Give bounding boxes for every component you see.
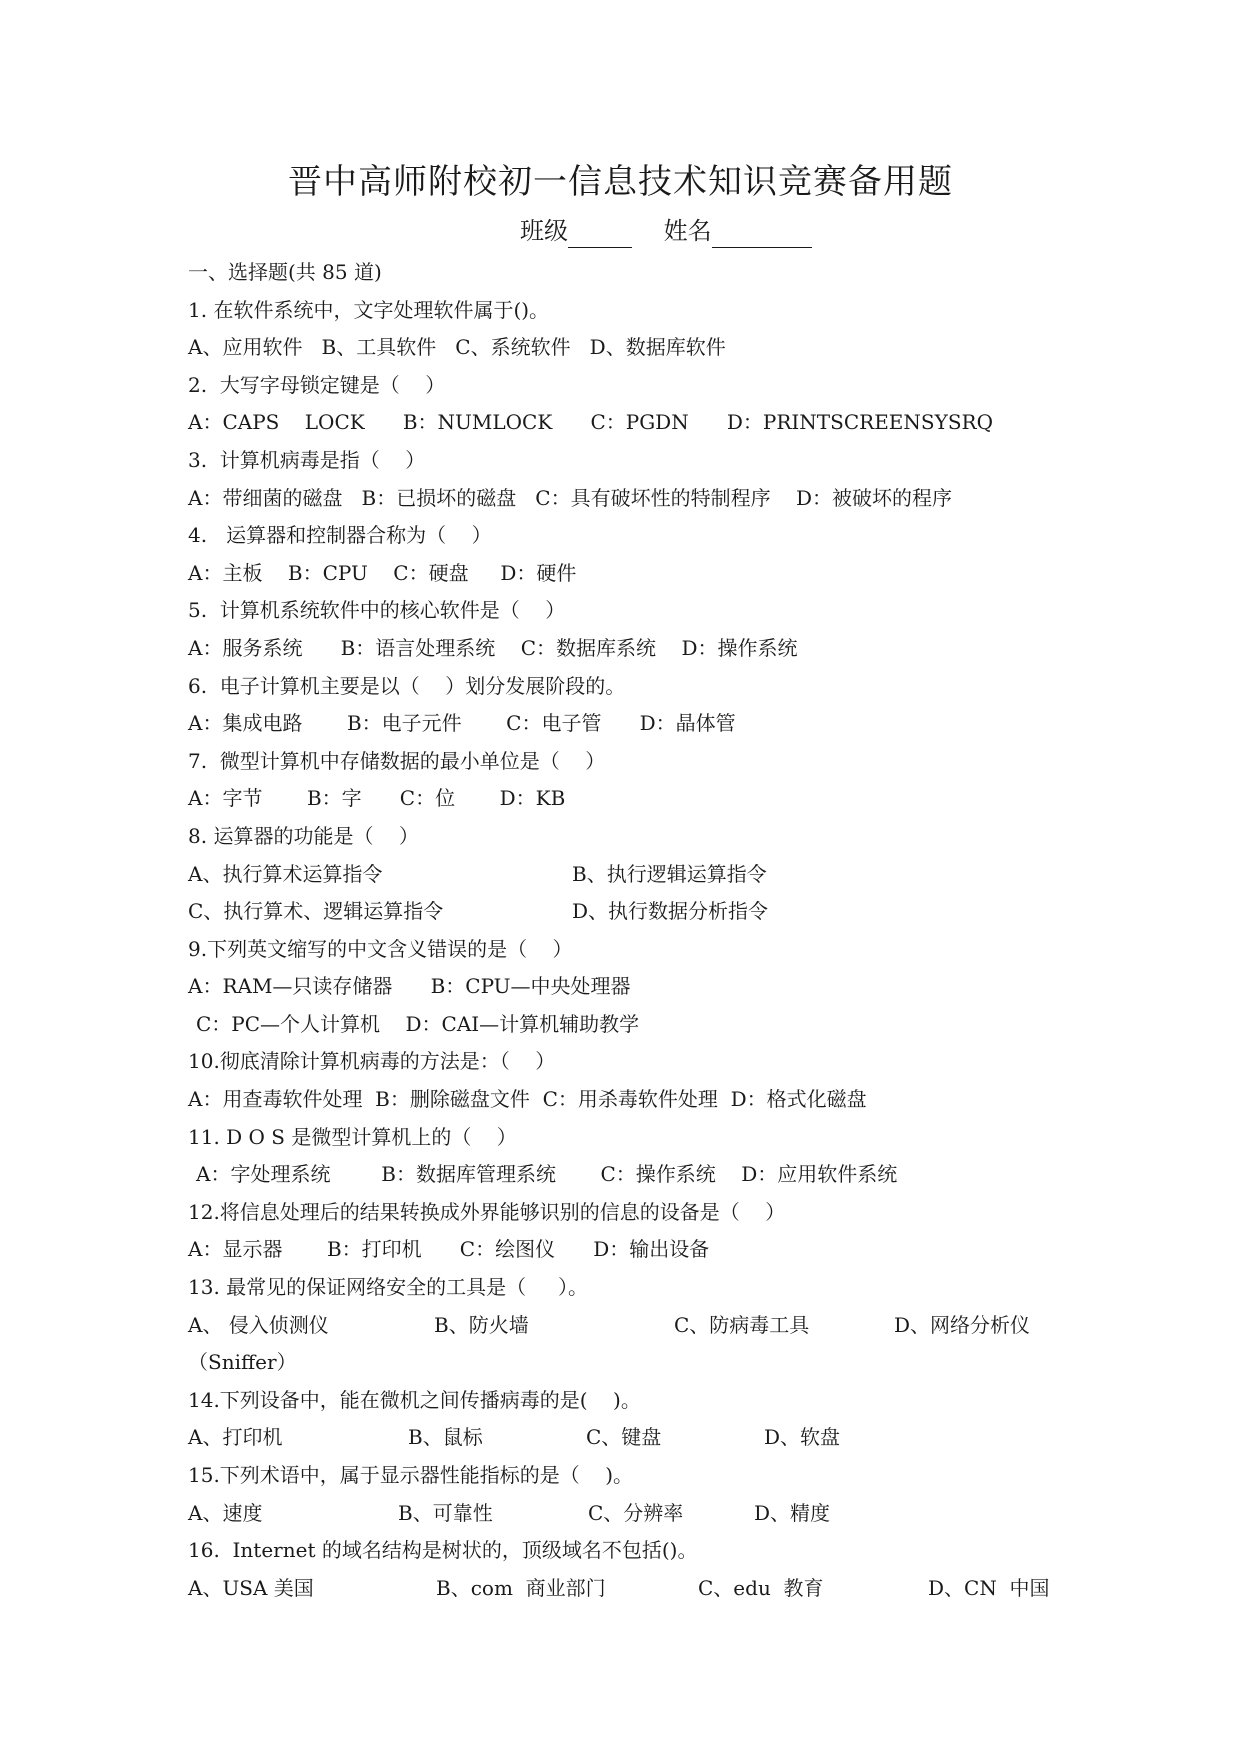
answer-options-10: A：用查毒软件处理 B：删除磁盘文件 C：用杀毒软件处理 D：格式化磁盘 [188, 1087, 867, 1112]
option-14b: B、鼠标 [408, 1425, 483, 1450]
question-1: 1. 在软件系统中，文字处理软件属于()。 [188, 297, 550, 322]
name-blank[interactable] [712, 221, 812, 248]
answer-options-9b: C：PC—个人计算机 D：CAI—计算机辅助教学 [196, 1011, 640, 1036]
question-14: 14.下列设备中，能在微机之间传播病毒的是( )。 [188, 1387, 641, 1412]
class-label: 班级 [520, 217, 568, 245]
question-body [188, 254, 1068, 1607]
answer-options-9a: A：RAM—只读存储器 B：CPU—中央处理器 [188, 974, 631, 999]
question-4: 4. 运算器和控制器合称为（ ） [188, 523, 492, 548]
option-8c: C、执行算术、逻辑运算指令 [188, 899, 444, 924]
option-15c: C、分辨率 [588, 1500, 684, 1525]
option-14d: D、软盘 [764, 1425, 841, 1450]
student-info-line [520, 214, 812, 248]
answer-options-8b [188, 893, 1068, 931]
answer-options-4: A：主板 B：CPU C：硬盘 D：硬件 [188, 560, 577, 585]
option-16d: D、CN 中国 [928, 1575, 1050, 1600]
option-14c: C、键盘 [586, 1425, 662, 1450]
question-6: 6. 电子计算机主要是以（ ）划分发展阶段的。 [188, 673, 626, 698]
option-16c: C、edu 教育 [698, 1575, 824, 1600]
option-16a: A、USA 美国 [188, 1575, 314, 1600]
answer-options-13-continued: （Sniffer） [188, 1350, 297, 1375]
option-8b: B、执行逻辑运算指令 [572, 861, 767, 886]
option-15a: A、速度 [188, 1500, 263, 1525]
question-7: 7. 微型计算机中存储数据的最小单位是（ ） [188, 748, 606, 773]
answer-options-12: A：显示器 B：打印机 C：绘图仪 D：输出设备 [188, 1237, 710, 1262]
class-blank[interactable] [568, 221, 632, 248]
question-11: 11. D O S 是微型计算机上的（ ） [188, 1124, 517, 1149]
document-title: 晋中高师附校初一信息技术知识竞赛备用题 [288, 162, 953, 202]
question-2: 2. 大写字母锁定键是（ ） [188, 372, 446, 397]
answer-options-2: A：CAPS LOCK B：NUMLOCK C：PGDN D：PRINTSCREENSYSRQ [188, 410, 993, 435]
option-8a: A、执行算术运算指令 [188, 861, 383, 886]
answer-options-1: A、应用软件 B、工具软件 C、系统软件 D、数据库软件 [188, 335, 726, 360]
answer-options-3: A：带细菌的磁盘 B：已损坏的磁盘 C：具有破坏性的特制程序 D：被破坏的程序 [188, 485, 953, 510]
question-8: 8. 运算器的功能是（ ） [188, 823, 419, 848]
question-16: 16. Internet 的域名结构是树状的，顶级域名不包括()。 [188, 1538, 698, 1563]
option-8d: D、执行数据分析指令 [572, 899, 769, 924]
answer-options-5: A：服务系统 B：语言处理系统 C：数据库系统 D：操作系统 [188, 635, 798, 660]
question-12: 12.将信息处理后的结果转换成外界能够识别的信息的设备是（ ） [188, 1199, 786, 1224]
option-13b: B、防火墙 [434, 1312, 529, 1337]
option-15d: D、精度 [754, 1500, 831, 1525]
section-heading: 一、选择题(共 85 道) [188, 260, 382, 284]
question-15: 15.下列术语中，属于显示器性能指标的是（ )。 [188, 1463, 634, 1487]
question-9: 9.下列英文缩写的中文含义错误的是（ ） [188, 936, 573, 961]
answer-options-8a [188, 856, 1068, 894]
answer-options-14 [188, 1419, 1068, 1457]
option-13a: A、 侵入侦测仪 [188, 1312, 329, 1337]
option-16b: B、com 商业部门 [436, 1575, 606, 1600]
question-5: 5. 计算机系统软件中的核心软件是（ ） [188, 598, 566, 623]
option-13d: D、网络分析仪 [894, 1312, 1031, 1337]
option-14a: A、打印机 [188, 1425, 283, 1450]
answer-options-11: A：字处理系统 B：数据库管理系统 C：操作系统 D：应用软件系统 [196, 1162, 898, 1187]
answer-options-16 [188, 1570, 1068, 1608]
answer-options-13 [188, 1307, 1068, 1345]
question-10: 10.彻底清除计算机病毒的方法是：（ ） [188, 1049, 556, 1074]
question-3: 3. 计算机病毒是指（ ） [188, 447, 426, 472]
name-label: 姓名 [663, 217, 712, 245]
question-13: 13. 最常见的保证网络安全的工具是（ ）。 [188, 1275, 588, 1300]
option-13c: C、防病毒工具 [674, 1312, 810, 1337]
option-15b: B、可靠性 [398, 1500, 493, 1525]
answer-options-6: A：集成电路 B：电子元件 C：电子管 D：晶体管 [188, 711, 736, 736]
answer-options-7: A：字节 B：字 C：位 D：KB [188, 786, 566, 811]
answer-options-15 [188, 1495, 1068, 1533]
